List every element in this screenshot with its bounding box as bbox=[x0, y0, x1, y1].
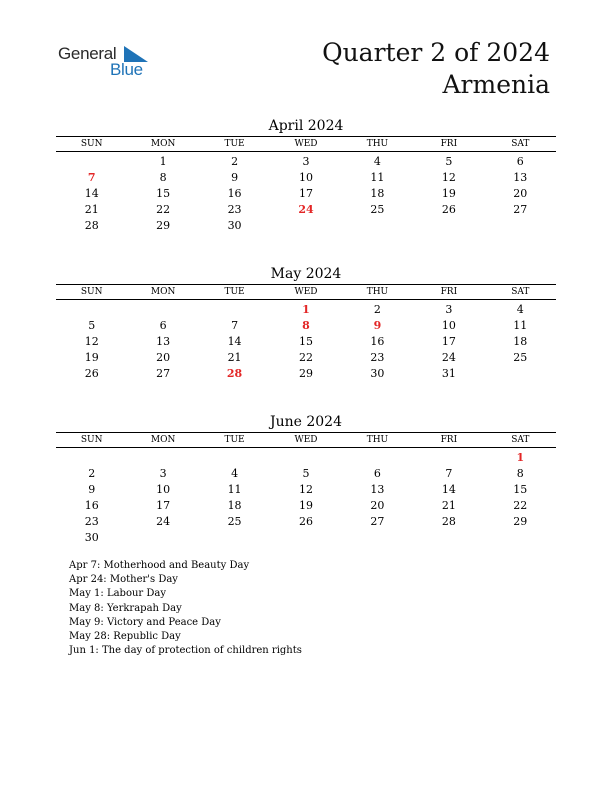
day-cell: 14 bbox=[227, 335, 242, 348]
day-cell: 18 bbox=[227, 499, 242, 512]
day-cell: 20 bbox=[156, 351, 171, 364]
day-cell: 22 bbox=[513, 499, 528, 512]
day-cell: 22 bbox=[156, 203, 171, 216]
day-cell: 17 bbox=[441, 335, 456, 348]
day-cell: 2 bbox=[88, 467, 96, 480]
generalblue-logo bbox=[58, 44, 158, 84]
day-cell: 11 bbox=[227, 483, 242, 496]
day-cell: 20 bbox=[370, 499, 385, 512]
empty-day-cell bbox=[199, 302, 270, 318]
day-cell: 9 bbox=[231, 171, 239, 184]
day-cell: 13 bbox=[370, 483, 385, 496]
weekday-header-cell: WED bbox=[294, 139, 318, 149]
day-grid bbox=[56, 154, 556, 234]
weekday-header-cell: SUN bbox=[80, 139, 103, 149]
empty-day-cell bbox=[127, 450, 198, 466]
day-cell: 27 bbox=[513, 203, 528, 216]
day-cell: 27 bbox=[370, 515, 385, 528]
holiday-note: Apr 7: Motherhood and Beauty Day bbox=[69, 560, 250, 571]
empty-day-cell bbox=[485, 366, 556, 382]
weekday-header-cell: SAT bbox=[511, 139, 530, 149]
holiday-note: Apr 24: Mother's Day bbox=[69, 574, 178, 586]
day-cell: 15 bbox=[513, 483, 528, 496]
empty-day-cell bbox=[56, 154, 127, 170]
holiday-day-cell: 1 bbox=[302, 303, 310, 316]
empty-day-cell bbox=[485, 530, 556, 546]
day-cell: 30 bbox=[84, 531, 99, 544]
day-grid bbox=[56, 302, 556, 382]
day-cell: 13 bbox=[513, 171, 528, 184]
day-cell: 3 bbox=[445, 303, 453, 316]
weekday-header-rule bbox=[56, 151, 556, 152]
day-cell: 17 bbox=[156, 499, 171, 512]
empty-day-cell bbox=[199, 450, 270, 466]
day-cell: 12 bbox=[441, 171, 456, 184]
empty-day-cell bbox=[56, 450, 127, 466]
weekday-header-cell: MON bbox=[150, 287, 176, 297]
empty-day-cell bbox=[199, 530, 270, 546]
logo-word-general: General bbox=[58, 44, 117, 63]
day-cell: 2 bbox=[373, 303, 381, 316]
day-cell: 19 bbox=[441, 187, 456, 200]
day-cell: 13 bbox=[156, 335, 171, 348]
day-cell: 3 bbox=[302, 155, 310, 168]
day-cell: 19 bbox=[298, 499, 313, 512]
holiday-notes-list bbox=[69, 559, 302, 658]
day-cell: 8 bbox=[516, 467, 524, 480]
holiday-day-cell: 24 bbox=[298, 203, 314, 216]
holiday-note: May 1: Labour Day bbox=[69, 588, 166, 600]
day-cell: 8 bbox=[159, 171, 167, 184]
weekday-header-cell: FRI bbox=[440, 139, 458, 149]
day-cell: 5 bbox=[302, 467, 310, 480]
day-cell: 6 bbox=[516, 155, 524, 168]
day-cell: 24 bbox=[156, 515, 171, 528]
day-cell: 12 bbox=[84, 335, 99, 348]
day-cell: 10 bbox=[156, 483, 171, 496]
day-cell: 12 bbox=[298, 483, 313, 496]
empty-day-cell bbox=[270, 530, 341, 546]
weekday-header-cell: TUE bbox=[224, 287, 245, 297]
day-cell: 28 bbox=[84, 219, 99, 232]
day-cell: 10 bbox=[298, 171, 313, 184]
day-cell: 26 bbox=[84, 367, 99, 380]
page-title: Quarter 2 of 2024 bbox=[322, 38, 550, 67]
day-grid bbox=[56, 450, 556, 546]
day-cell: 29 bbox=[156, 219, 171, 232]
holiday-day-cell: 1 bbox=[516, 451, 525, 464]
day-cell: 25 bbox=[513, 351, 528, 364]
day-cell: 2 bbox=[231, 155, 239, 168]
holiday-day-cell: 28 bbox=[226, 367, 243, 380]
day-cell: 27 bbox=[156, 367, 171, 380]
day-cell: 5 bbox=[445, 155, 453, 168]
day-cell: 15 bbox=[298, 335, 313, 348]
month-title: April 2024 bbox=[268, 118, 344, 134]
day-cell: 16 bbox=[84, 499, 99, 512]
day-cell: 19 bbox=[84, 351, 99, 364]
holiday-note: May 8: Yerkrapah Day bbox=[69, 602, 182, 614]
holiday-note: Jun 1: The day of protection of children rights bbox=[69, 645, 302, 657]
day-cell: 25 bbox=[227, 515, 242, 528]
day-cell: 10 bbox=[441, 319, 456, 332]
day-cell: 4 bbox=[516, 303, 524, 316]
day-cell: 28 bbox=[441, 515, 456, 528]
day-cell: 17 bbox=[298, 187, 313, 200]
day-cell: 18 bbox=[513, 335, 528, 348]
day-cell: 3 bbox=[159, 467, 167, 480]
weekday-header-cell: FRI bbox=[440, 287, 458, 297]
day-cell: 25 bbox=[370, 203, 385, 216]
day-cell: 21 bbox=[84, 203, 99, 216]
day-cell: 7 bbox=[445, 467, 453, 480]
day-cell: 21 bbox=[441, 499, 456, 512]
day-cell: 16 bbox=[227, 187, 242, 200]
weekday-header-rule bbox=[56, 447, 556, 448]
calendar-month-april bbox=[56, 116, 556, 234]
weekday-header-cell: SUN bbox=[80, 435, 103, 445]
weekday-header-cell: TUE bbox=[224, 139, 245, 149]
day-cell: 30 bbox=[227, 219, 242, 232]
day-cell: 6 bbox=[159, 319, 167, 332]
day-cell: 11 bbox=[370, 171, 385, 184]
empty-day-cell bbox=[485, 218, 556, 234]
empty-day-cell bbox=[270, 450, 341, 466]
day-cell: 4 bbox=[231, 467, 239, 480]
weekday-header-row bbox=[56, 137, 556, 151]
day-cell: 29 bbox=[513, 515, 528, 528]
page-subtitle-country: Armenia bbox=[442, 70, 550, 99]
day-cell: 11 bbox=[513, 319, 528, 332]
holiday-day-cell: 8 bbox=[302, 319, 310, 332]
day-cell: 6 bbox=[373, 467, 381, 480]
day-cell: 21 bbox=[227, 351, 242, 364]
holiday-day-cell: 9 bbox=[373, 319, 382, 332]
month-title: June 2024 bbox=[269, 414, 342, 430]
month-title: May 2024 bbox=[270, 266, 342, 282]
day-cell: 26 bbox=[298, 515, 313, 528]
day-cell: 14 bbox=[84, 187, 99, 200]
weekday-header-cell: THU bbox=[366, 139, 389, 149]
empty-day-cell bbox=[413, 450, 484, 466]
day-cell: 18 bbox=[370, 187, 385, 200]
empty-day-cell bbox=[270, 218, 341, 234]
empty-day-cell bbox=[413, 218, 484, 234]
weekday-header-cell: TUE bbox=[224, 435, 245, 445]
weekday-header-cell: SAT bbox=[511, 435, 530, 445]
day-cell: 24 bbox=[441, 351, 456, 364]
holiday-day-cell: 7 bbox=[87, 171, 96, 184]
weekday-header-cell: FRI bbox=[440, 435, 458, 445]
holiday-note: May 9: Victory and Peace Day bbox=[69, 616, 221, 628]
weekday-header-cell: MON bbox=[150, 435, 176, 445]
logo-word-blue: Blue bbox=[110, 60, 143, 79]
day-cell: 14 bbox=[441, 483, 456, 496]
day-cell: 23 bbox=[370, 351, 385, 364]
day-cell: 31 bbox=[441, 367, 456, 380]
day-cell: 23 bbox=[227, 203, 242, 216]
weekday-header-cell: SAT bbox=[511, 287, 530, 297]
weekday-header-cell: THU bbox=[366, 287, 389, 297]
weekday-header-rule bbox=[56, 299, 556, 300]
empty-day-cell bbox=[342, 450, 413, 466]
empty-day-cell bbox=[56, 302, 127, 318]
empty-day-cell bbox=[413, 530, 484, 546]
day-cell: 7 bbox=[231, 319, 239, 332]
day-cell: 20 bbox=[513, 187, 528, 200]
weekday-header-row bbox=[56, 433, 556, 447]
day-cell: 15 bbox=[156, 187, 171, 200]
weekday-header-row bbox=[56, 285, 556, 299]
day-cell: 16 bbox=[370, 335, 385, 348]
holiday-note: May 28: Republic Day bbox=[69, 631, 181, 643]
day-cell: 1 bbox=[159, 155, 167, 168]
empty-day-cell bbox=[127, 302, 198, 318]
empty-day-cell bbox=[127, 530, 198, 546]
weekday-header-cell: WED bbox=[294, 435, 318, 445]
empty-day-cell bbox=[342, 218, 413, 234]
day-cell: 4 bbox=[373, 155, 381, 168]
day-cell: 23 bbox=[84, 515, 99, 528]
weekday-header-cell: MON bbox=[150, 139, 176, 149]
day-cell: 5 bbox=[88, 319, 96, 332]
calendar-month-may bbox=[56, 264, 556, 382]
day-cell: 22 bbox=[298, 351, 313, 364]
calendar-month-june bbox=[56, 412, 556, 546]
day-cell: 30 bbox=[370, 367, 385, 380]
weekday-header-cell: SUN bbox=[80, 287, 103, 297]
day-cell: 9 bbox=[88, 483, 96, 496]
empty-day-cell bbox=[342, 530, 413, 546]
day-cell: 26 bbox=[441, 203, 456, 216]
weekday-header-cell: WED bbox=[294, 287, 318, 297]
day-cell: 29 bbox=[298, 367, 313, 380]
weekday-header-cell: THU bbox=[366, 435, 389, 445]
